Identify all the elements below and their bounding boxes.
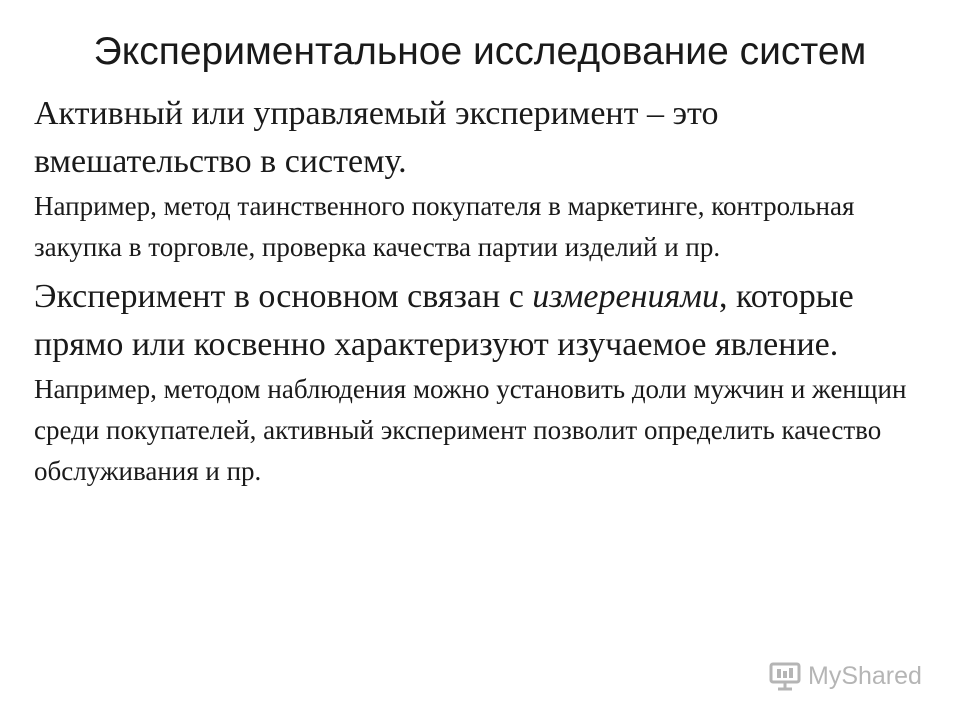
presentation-board-icon <box>768 659 802 693</box>
paragraph-measurements-end: , которые прямо или косвенно характеризуют изучаемое явление. <box>34 278 854 363</box>
slide-title: Экспериментальное исследование систем <box>93 30 867 73</box>
watermark-text: MyShared <box>808 661 922 690</box>
paragraph-example-2: Например, методом наблюдения можно установить доли мужчин и женщин среди покупателей, активный эксперимент позволит определить качество обслуживания и пр. <box>34 374 907 486</box>
paragraph-active-experiment: Активный или управляемый эксперимент – это вмешательство в систему. <box>34 95 719 180</box>
watermark-logo <box>768 654 938 698</box>
paragraph-measurements <box>34 273 934 369</box>
paragraph-measurements-start: Эксперимент в основном связан с <box>34 278 533 315</box>
emphasis-measurements: измерениями <box>532 278 719 315</box>
paragraph-example-1: Например, метод таинственного покупателя в маркетинге, контрольная закупка в торговле, проверка качества партии изделий и пр. <box>34 191 855 262</box>
slide-body <box>34 90 934 497</box>
